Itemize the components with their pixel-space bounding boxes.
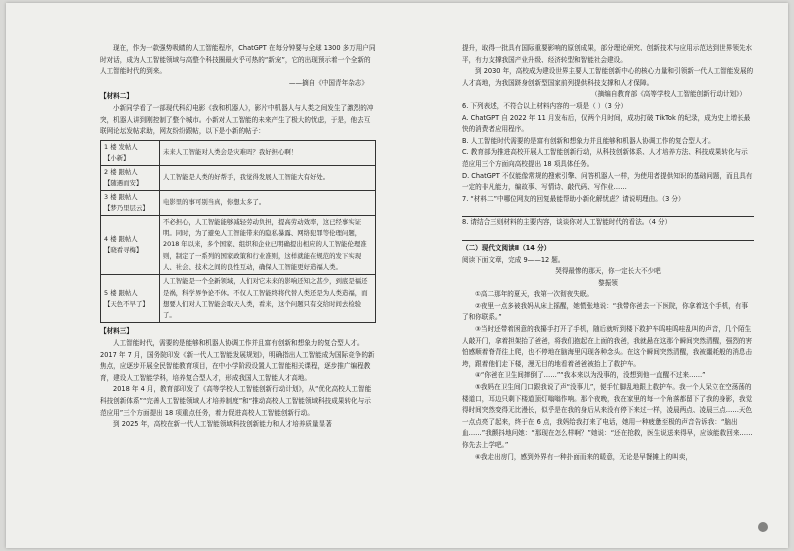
post-message: 不必担心，人工智能能够减轻劳动负担，提高劳动效率，这已经事实证明。同时，为了避免人工智能带来的隐私暴露、网络犯罪等伦理问题，2018 年以来，多个国家、组织和企业已明确提出相应的人工智能伦理准则，制定了一系列的国家政策和行业准则，这样就能在规范的发下实现人、社会、技术之间的良性互动，确保人工智能更好造福人类。 <box>160 215 376 274</box>
post-floor: 5 楼 跟帖人 <box>104 288 138 297</box>
article-paragraph-6: ⑥我走出房门，感到外界有一种扑面而来的暖意，无论是早餐摊上的叫卖， <box>475 452 692 461</box>
answer-line[interactable] <box>462 229 754 241</box>
material-3-paragraph-1: 人工智能时代，需要的是能够和机器人协调工作并且富有创新和想象力的复合型人才。2017 年 7 月，国务院印发《新一代人工智能发展规划》，明确指出人工智能成为国际竞争的新焦点，应逐步开展全民智能教育项目，在中小学阶段设置人工智能相关课程，逐步推广编程教育，建设人工智能学科，培养复合型人才，形成我国人工智能人才高地。 <box>100 339 375 382</box>
article-paragraph-4: ④“你爸在卫生间摔倒了……”“我本来以为没事的，没想到他一直醒不过来……” <box>475 371 706 380</box>
material-3-paragraph-3: 到 2025 年，高校在新一代人工智能领域科技创新能力和人才培养质量显著 <box>113 420 332 429</box>
post-message: 人工智能是人类的好帮手，我觉得发展人工智能大有好处。 <box>160 165 376 190</box>
post-author-cell <box>101 190 160 215</box>
table-row <box>101 190 376 215</box>
article-paragraph-1: ①高二那年的夏天，我第一次彻夜失眠。 <box>475 290 594 299</box>
post-nickname: 【梦乃里层云】 <box>104 203 149 212</box>
forum-posts-table <box>100 140 376 324</box>
article-paragraph-2: ②夜里一点多被我妈从床上摇醒，她慌张地说：“我带你爸去一下医院，你拿着这个手机，有事了和你联系。” <box>462 301 749 322</box>
answer-line[interactable] <box>462 205 754 217</box>
section-2-intro: 阅读下面文章，完成 9——12 题。 <box>462 255 565 264</box>
table-row <box>101 215 376 274</box>
question-6-option-b: B. 人工智能时代需要的是富有创新和想象力并且能够和机器人协调工作的复合型人才。 <box>462 136 715 145</box>
ink-smudge <box>758 522 768 532</box>
post-author-cell <box>101 275 160 323</box>
post-message: 人工智能是一个全新领域，人们对它未来的影响还知之甚少，到底是福还是祸，科学界争论不休。不仅人工智能终将代替人类还是为人类造福，而想要人们对人工智能会取天人类，看来，这个问题只有交给时间去检验了。 <box>160 275 376 323</box>
article-title: 哭得最惨的那天，你一定长大不少吧 <box>555 267 661 276</box>
right-column <box>462 43 754 463</box>
post-message: 未来人工智能对人类会是灾难吗？我好担心啊！ <box>160 140 376 165</box>
post-nickname: 【小新】 <box>104 153 130 162</box>
section-2-heading: （二）现代文阅读Ⅱ（14 分） <box>462 243 551 252</box>
question-6-option-c: C. 教育部为推进高校开展人工智能创新行动，从科技创新体系、人才培养方法、科技成果转化与示范应用三个方面向高校提出 18 项具体任务。 <box>462 148 748 168</box>
article-paragraph-3: ③当时还带着困意的我攥手打开了手机，随后就听到楼下救护车呜哇呜哇乱叫的声音，几个陌生人敲开门，拿着担架抬了爸爸，将我们抱起在上面的我爸，我就悬在这那个瞬间突然清醒，强烈的害怕感顺着脊背往上爬，也不停地在脑海里闪现各种念头。在这个瞬间突然清醒，我被噩耗般的消息击垮，跟着他们走下楼，漫无目的地看着爸爸被抬上了救护车。 <box>462 325 753 368</box>
material-2-heading: 【材料二】 <box>100 92 133 101</box>
exam-sheet <box>6 3 788 548</box>
post-author-cell <box>101 140 160 165</box>
material-3-continued: 提升，取得一批具有国际重要影响的原创成果，部分理论研究、创新技术与应用示范达到世界领先水平，有力支撑我国产业升级、经济转型和智能社会建设。 <box>462 44 753 64</box>
table-row <box>101 140 376 165</box>
left-column <box>100 43 376 431</box>
post-floor: 2 楼 跟帖人 <box>104 167 138 176</box>
material-3-paragraph-2: 2018 年 4 月，教育部印发了《高等学校人工智能创新行动计划》，从“优化高校人工智能科技创新体系”“完善人工智能领域人才培养制度”和“推动高校人工智能领域科技成果转化与示范应用”三个方面提出 18 项重点任务，着力促进高校人工智能创新行动。 <box>100 385 372 417</box>
post-nickname: 【天色不早了】 <box>104 299 149 308</box>
table-row <box>101 275 376 323</box>
article-paragraph-5: ⑤我妈在卫生间门口跟我说了声“没事儿”，便手忙脚乱地跟上救护车。我一个人呆立在空荡荡的楼道口，耳边只剩下楼道顶灯嗡嗡作响。那个夜晚，我在家里的每一个角落都留下了我的身影，我觉得时间突然变得无比漫长，似乎是在我的身后从来没有停下来过一样，凌晨两点、凌晨三点……天色一点点亮了起来，终于在 6 点，我妈给我打来了电话，她用一种疲惫至极的声音告诉我：“脑出血……”我颤抖地问她：“那现在怎么样啊？”她说：“还在抢救，医生说送来得早，应该能救回来……你先去上学吧。” <box>462 383 753 449</box>
post-message: 电影里的事可别当真，你想太多了。 <box>160 190 376 215</box>
post-floor: 1 楼 发帖人 <box>104 142 138 151</box>
intro-paragraph: 现在，作为一款强势吸睛的人工智能程序，ChatGPT 在每分钟要与全球 1300 多万用户同时对话，成为人工智能领域与高整个科技圈最火乎可热的“新宠”，它的出现预示着一个全新的人工智能时代的到来。 <box>100 44 376 76</box>
question-6-option-d: D. ChatGPT 不仅能像常规的搜索引擎、问答机器人一样，为使用者提供知识的基础问题，而且具有一定的非凡能力，编故事、写情诗、敲代码、写作业…… <box>462 171 753 192</box>
material-3-paragraph-4: 到 2030 年，高校成为建设世界主要人工智能创新中心的核心力量和引领新一代人工智能发展的人才高地，为我国跻身创新型国家前列提供科技支撑和人才保障。 <box>462 67 754 87</box>
intro-source: ——摘自《中国青年杂志》 <box>288 78 368 87</box>
post-floor: 3 楼 跟帖人 <box>104 192 138 201</box>
question-6-option-a: A. ChatGPT 自 2022 年 11 月发布后，仅两个月时间，成功打破 TikTok 的纪录，成为史上增长最快的消费者应用程序。 <box>462 113 751 134</box>
material-3-source: （摘编自教育部《高等学校人工智能创新行动计划》） <box>591 90 746 99</box>
question-6: 6. 下列表述，不符合以上材料内容的一项是（ ）（3 分） <box>462 101 628 110</box>
post-author-cell <box>101 165 160 190</box>
table-row <box>101 165 376 190</box>
material-2-text: 小新同学看了一部现代科幻电影《我和机器人》，影片中机器人与人类之间发生了激烈的冲突，机器人讲到刚控制了整个城市。小新对人工智能的未来产生了极大的忧虑，于是，他去互联网论坛发帖求助，网友纷纷跟帖，以下是小新的帖子： <box>100 103 374 136</box>
post-author-cell <box>101 215 160 274</box>
question-7: 7. “材料二”中哪位网友的回复最能帮助小新化解忧虑？请说明理由。（3 分） <box>462 194 685 203</box>
post-nickname: 【随遇而安】 <box>104 178 143 187</box>
question-8: 8. 请结合三则材料的主要内容，谈谈你对人工智能时代的看法。（4 分） <box>462 218 672 227</box>
post-floor: 4 楼 跟帖人 <box>104 234 138 243</box>
material-3-heading: 【材料三】 <box>100 327 133 336</box>
article-author: 黎振领 <box>598 278 618 287</box>
post-nickname: 【晓看寻梅】 <box>104 245 143 254</box>
